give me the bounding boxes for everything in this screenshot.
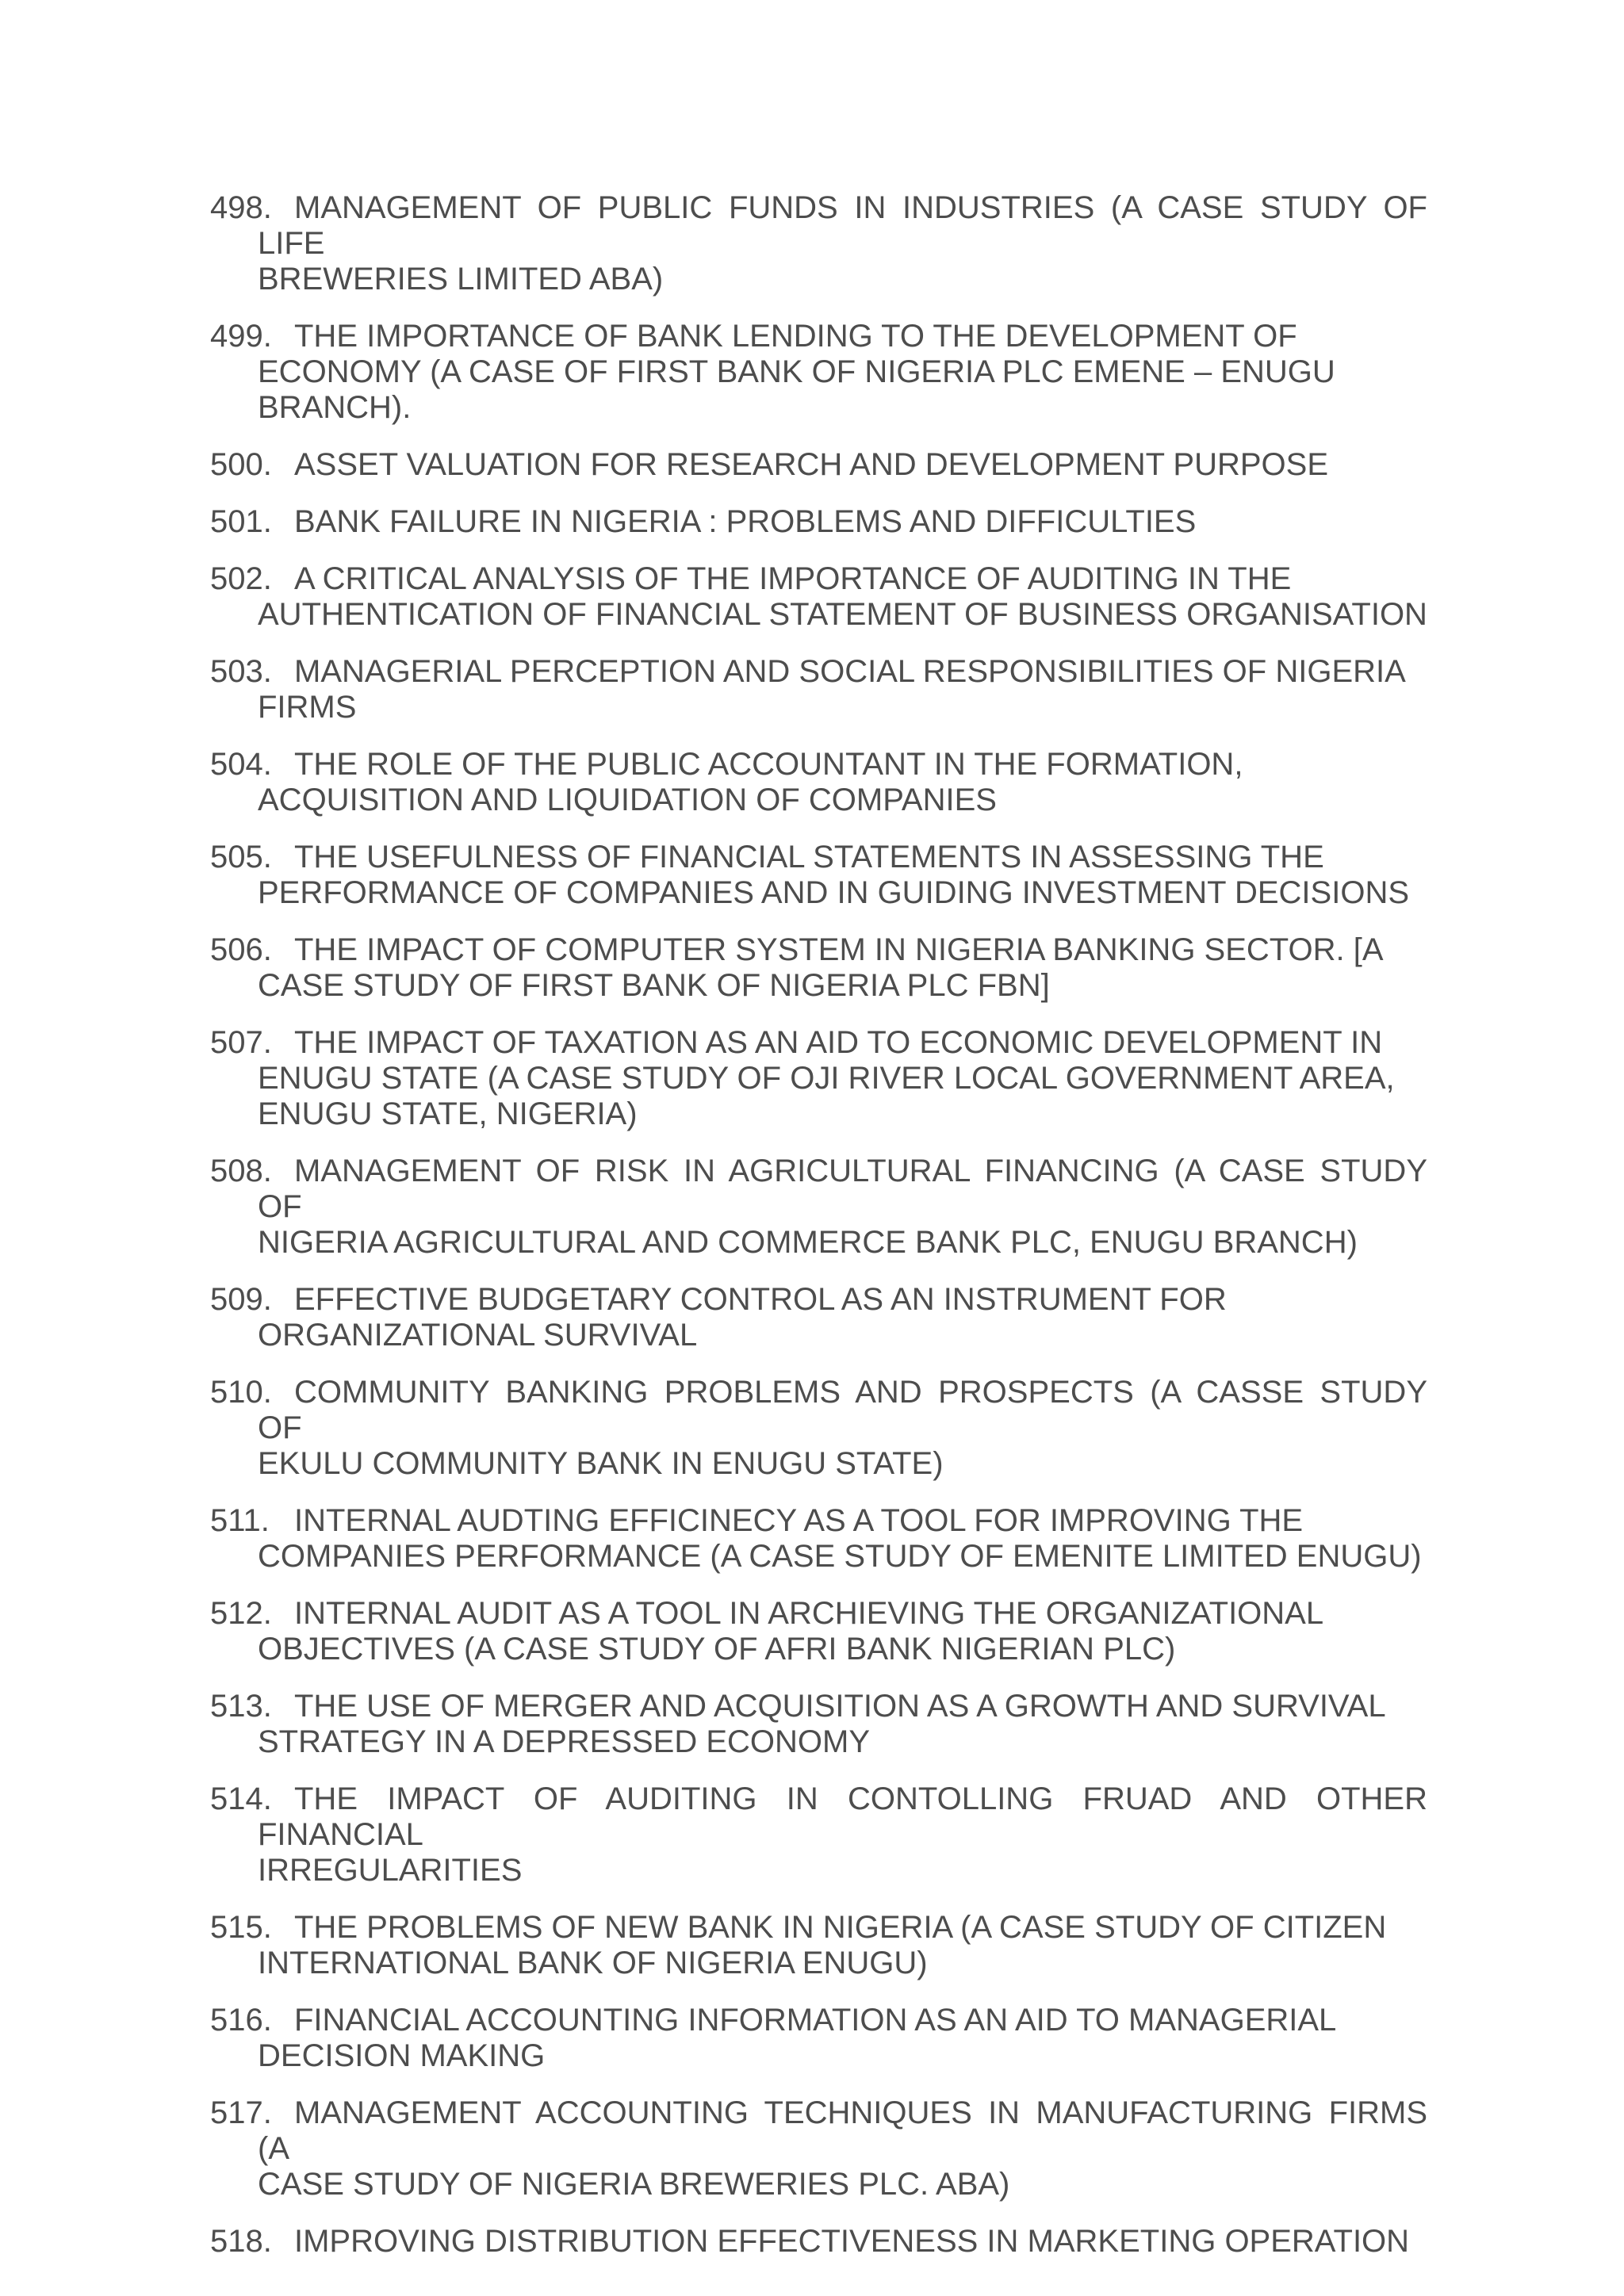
item-number: 500. (210, 447, 272, 482)
item-title: INTERNAL AUDTING EFFICINECY AS A TOOL FOR IMPROVING THE COMPANIES PERFORMANCE (A CASE STUDY OF EMENITE LIMITED ENUGU) (258, 1503, 1422, 1574)
item-number: 498. (210, 190, 272, 225)
item-number: 508. (210, 1154, 272, 1188)
item-number: 511. (210, 1503, 270, 1538)
item-title: COMMUNITY BANKING PROBLEMS AND PROSPECTS (A CASSE STUDY OF EKULU COMMUNITY BANK IN ENUGU STATE) (258, 1375, 1427, 1481)
item-title: BANK FAILURE IN NIGERIA : PROBLEMS AND DIFFICULTIES (294, 504, 1197, 539)
project-topic-list (210, 190, 1427, 2281)
item-number: 502. (210, 561, 272, 596)
item-number: 501. (210, 504, 272, 539)
list-item (210, 2224, 1427, 2260)
item-title: MANAGERIAL PERCEPTION AND SOCIAL RESPONSIBILITIES OF NIGERIA FIRMS (258, 654, 1406, 725)
item-title: ASSET VALUATION FOR RESEARCH AND DEVELOPMENT PURPOSE (294, 447, 1329, 482)
list-item (210, 1596, 1427, 1667)
list-item (210, 1503, 1427, 1575)
item-number: 504. (210, 747, 272, 782)
list-item (210, 504, 1427, 540)
item-title: THE IMPACT OF TAXATION AS AN AID TO ECONOMIC DEVELOPMENT IN ENUGU STATE (A CASE STUDY OF OJI RIVER LOCAL GOVERNMENT AREA, ENUGU STATE, NIGERIA) (258, 1025, 1395, 1131)
item-title: FINANCIAL ACCOUNTING INFORMATION AS AN AID TO MANAGERIAL DECISION MAKING (258, 2003, 1337, 2073)
item-number: 507. (210, 1025, 272, 1060)
list-item (210, 1375, 1427, 1482)
list-item (210, 1282, 1427, 1353)
item-title: INTERNAL AUDIT AS A TOOL IN ARCHIEVING THE ORGANIZATIONAL OBJECTIVES (A CASE STUDY OF AFRI BANK NIGERIAN PLC) (258, 1596, 1324, 1667)
list-item (210, 840, 1427, 911)
list-item (210, 2095, 1427, 2202)
list-item (210, 190, 1427, 297)
item-number: 499. (210, 319, 272, 354)
item-title: THE USEFULNESS OF FINANCIAL STATEMENTS IN ASSESSING THE PERFORMANCE OF COMPANIES AND IN GUIDING INVESTMENT DECISIONS (258, 840, 1410, 910)
item-number: 509. (210, 1282, 272, 1317)
item-title: THE IMPACT OF AUDITING IN CONTOLLING FRUAD AND OTHER FINANCIAL IRREGULARITIES (258, 1781, 1427, 1888)
list-item (210, 1910, 1427, 1981)
item-title: IMPROVING DISTRIBUTION EFFECTIVENESS IN MARKETING OPERATION (294, 2224, 1410, 2259)
item-number: 506. (210, 932, 272, 967)
item-number: 505. (210, 840, 272, 874)
item-title: MANAGEMENT ACCOUNTING TECHNIQUES IN MANUFACTURING FIRMS (A CASE STUDY OF NIGERIA BREWERIES PLC. ABA) (258, 2095, 1427, 2202)
item-title: MANAGEMENT OF RISK IN AGRICULTURAL FINANCING (A CASE STUDY OF NIGERIA AGRICULTURAL AND COMMERCE BANK PLC, ENUGU BRANCH) (258, 1154, 1427, 1260)
item-number: 518. (210, 2224, 272, 2259)
list-item (210, 561, 1427, 633)
list-item (210, 447, 1427, 483)
list-item (210, 747, 1427, 818)
item-title: A CRITICAL ANALYSIS OF THE IMPORTANCE OF AUDITING IN THE AUTHENTICATION OF FINANCIAL STATEMENT OF BUSINESS ORGANISATION (258, 561, 1427, 632)
item-number: 513. (210, 1689, 272, 1724)
list-item (210, 1781, 1427, 1888)
item-title: THE USE OF MERGER AND ACQUISITION AS A GROWTH AND SURVIVAL STRATEGY IN A DEPRESSED ECONOMY (258, 1689, 1386, 1759)
item-title: THE IMPACT OF COMPUTER SYSTEM IN NIGERIA BANKING SECTOR. [A CASE STUDY OF FIRST BANK OF NIGERIA PLC FBN] (258, 932, 1384, 1003)
list-item (210, 2003, 1427, 2074)
item-number: 515. (210, 1910, 272, 1945)
list-item (210, 654, 1427, 725)
item-title: EFFECTIVE BUDGETARY CONTROL AS AN INSTRUMENT FOR ORGANIZATIONAL SURVIVAL (258, 1282, 1227, 1353)
item-number: 514. (210, 1781, 272, 1816)
item-number: 512. (210, 1596, 272, 1631)
item-title: THE IMPORTANCE OF BANK LENDING TO THE DEVELOPMENT OF ECONOMY (A CASE OF FIRST BANK OF NIGERIA PLC EMENE – ENUGU BRANCH). (258, 319, 1335, 425)
list-item (210, 319, 1427, 426)
item-title: THE PROBLEMS OF NEW BANK IN NIGERIA (A CASE STUDY OF CITIZEN INTERNATIONAL BANK OF NIGERIA ENUGU) (258, 1910, 1387, 1980)
item-number: 517. (210, 2095, 272, 2130)
list-item (210, 1689, 1427, 1760)
item-number: 510. (210, 1375, 272, 1410)
item-number: 503. (210, 654, 272, 689)
item-title: THE ROLE OF THE PUBLIC ACCOUNTANT IN THE FORMATION, ACQUISITION AND LIQUIDATION OF COMPANIES (258, 747, 1243, 817)
item-number: 516. (210, 2003, 272, 2038)
list-item (210, 932, 1427, 1004)
list-item (210, 1154, 1427, 1261)
item-title: MANAGEMENT OF PUBLIC FUNDS IN INDUSTRIES (A CASE STUDY OF LIFE BREWERIES LIMITED ABA) (258, 190, 1427, 297)
list-item (210, 1025, 1427, 1132)
